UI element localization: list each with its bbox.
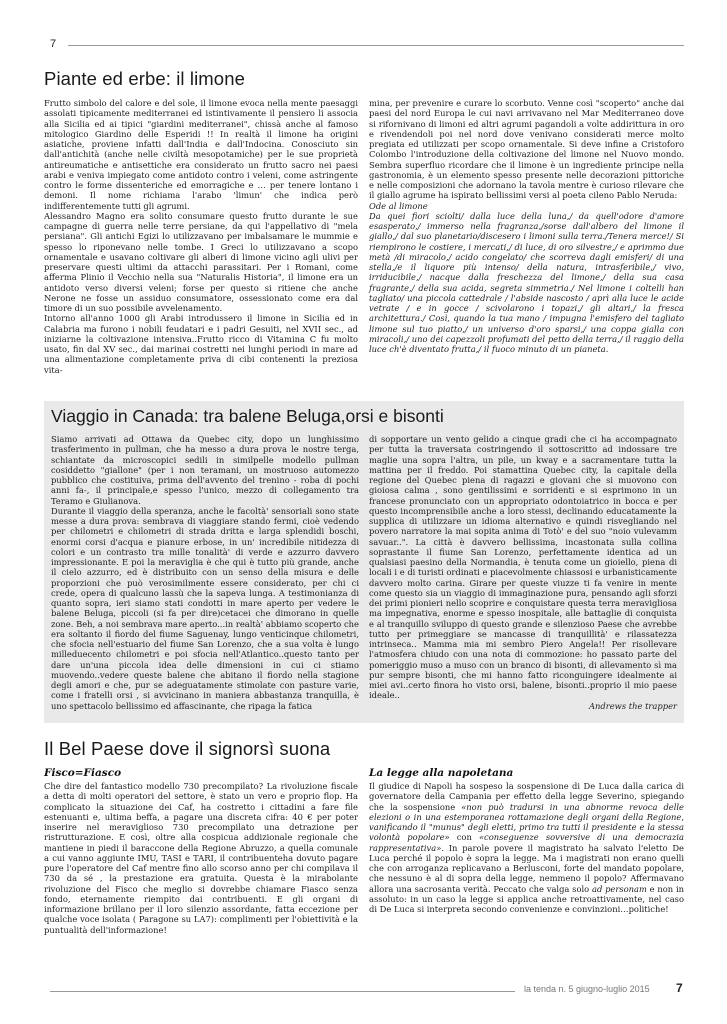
- canada-title: Viaggio in Canada: tra balene Beluga,orsi e bisonti: [51, 406, 444, 426]
- limone-paragraph: Intorno all'anno 1000 gli Arabi introdussero il limone in Sicilia ed in Calabria ma furono i nobili feudatari e i padri Gesuiti, nel XVII sec., ad iniziarne la coltivazione intensiva..Frutto ricco di Vitamina C fu molto usato, fin dal XV sec., dai marinai costretti nei lunghi periodi in mare ad una alimentazione completamente priva di cibi contenenti la preziosa vita-: [44, 313, 358, 375]
- napoli-column: [369, 781, 684, 914]
- bottom-page-number: 7: [676, 981, 683, 995]
- fisco-paragraph: Che dire del fantastico modello 730 precompilato? La rivoluzione fiscale a detta di molti operatori del settore, è stato un vero e proprio flop. Ha complicato la situazione dei Caf, ha costretto i cittadini a fare file estenuanti e, ultima beffa, a pagare una discreta cifra: 40 € per poter inserire nel meraviglioso 730 precompilato una detrazione per ristrutturazione. E così, oltre alla cospicua addizionale regionale che mantiene in piedi il baraccone della Regione Abruzzo, a quella comunale a cui vanno aggiunte IMU, TASI e TARI, il contribuenteha dovuto pagare pure l'operatore del Caf mentre fino allo scorso anno per chi compilava il 730 da sé , la prestazione era gratuita. Questa è la mirabolante rivoluzione del Fisco che meglio si dovrebbe chiamare Fiasco senza fondo, eternamente riempito dai contribuenti. E gli organi di informazione brillano per il loro silenzio assordante, fatta eccezione per qualche voce isolata ( Paragone su LA7): complimenti per l'obiettività e la puntualità dell'informazione!: [44, 781, 358, 935]
- napoli-quote: «non può tradursi in una abnorme revoca delle elezioni o in una estemporanea rottamazione degli organi della Regione, vanificando il "munus" degli eletti, primo tra tutti il presidente e la stessa volontà popolare»: [369, 801, 684, 843]
- limone-left-column: [44, 98, 358, 375]
- canada-paragraph: di sopportare un vento gelido a cinque gradi che ci ha accompagnato per tutta la traversata costringendo il sottoscritto ad indossare tre maglie una sopra l'altra, un pile, un kway e a sacramentare tutta la mattina per il freddo. Poi stamattina Quebec city, la capitale della regione del Quebec piena di ragazzi e giovani che si muovono con gioiosa calma , sono gentilissimi e sorridenti e si esprimono in un francese pronunciato con un appropriato odontoiatrico in bocca e per questo incomprensibile anche a loro stessi, declinando educatamente la supplica di utilizzare un idioma alternativo e quindi risvegliando nel povero narratore la mai sopita anima di Totò' e del suo "noio vulevamm savuar..". La città è davvero bellissima, incastonata sulla collina soprastante il fiume San Lorenzo, perfettamente identica ad un qualsiasi paesino della Normandia, è tenuta come un gioiello, piena di locali i e di turisti ordinati e piacevolmente chiassosi e urbanisticamente davvero molto carina. Girare per queste viuzze ti fa venire in mente come questo sia un viaggio di immaginazione pura, pensando agli sforzi dei primi pionieri nello scoprire e conquistare questa terra meravigliosa ma impegnativa, enorme e spesso inospitale, alle battaglie di conquista e al tranquillo sviluppo di questo grande e silenzioso Paese che avrebbe tutto per primeggiare se mancasse di tranquillità' e rilassatezza intrinseca.. Mamma mia mi sembro Piero Angela!! Per risollevare l'atmosfera chiudo con una nota di commozione: ho passato parte del pomeriggio muso a muso con un branco di bisonti, di allevamento sì ma pur sempre bisonti, che mi hanno fatto riconguingere idealmente ai miei avi..certo finora ho visto orsi, balene, bisonti..proprio il mio paese ideale..: [369, 434, 677, 701]
- top-page-number: 7: [50, 38, 57, 50]
- limone-paragraph: mina, per prevenire e curare lo scorbuto. Venne così "scoperto" anche dai paesi del nord Europa le cui navi arrivavano nel Mar Mediterraneo dove si rifornivano di limoni ed altri agrumi pagandoli a volte addirittura in oro e rivendendoli poi nel nord dove venivano considerati merce molto pregiata ed utilizzati per scopo ornamentale. Si deve infine a Cristoforo Colombo l'introduzione della coltivazione del limone nel Nuovo mondo. Sembra superfluo ricordare che il limone è un ingrediente principe nella gastronomia, è un elemento spesso presente nelle decorazioni pittoriche e nelle composizioni che adornano la tavola mentre è curioso rilevare che il giallo agrume ha ispirato bellissimi versi al poeta cileno Pablo Neruda:: [369, 98, 684, 201]
- poem-title: Ode al limone: [369, 200, 428, 211]
- poem-text: Da quei fiori sciolti/ dalla luce della luna,/ da quell'odore d'amore esasperato,/ immerso nella fragranza,/sorse dall'albero del limone il giallo,/ dal suo planetario/discesero i limoni sulla terra./Tenera merce!/ Si riempirono le costiere, i mercati,/ di luce, di oro silvestre,/ e aprimmo due metà /di miracolo,/ acido congelato/ che scorreva dagli emisferi/ di una stella,/e il liquore più intenso/ della natura, intrasferibile,/ vivo, irriducibile,/ nacque dalla freschezza del limone,/ della sua casa fragrante,/ della sua acida, segreta simmetria./ Nel limone i coltelli han tagliato/ una piccola cattedrale / l'abside nascosto / aprì alla luce le acide vetrate / e in gocce / scivolarono i topazi,/ gli altari,/ la fresca architettura./ Così, quando la tua mano / impugna l'emisfero del tagliato limone sul tuo piatto,/ un universo d'oro sparsi,/ una coppa gialla con miracoli,/ uno dei capezzoli profumati del petto della terra,/ il raggio della luce ch'è diventato frutta,/ il fuoco minuto di un pianeta.: [369, 210, 684, 354]
- canada-paragraph: Durante il viaggio della speranza, anche le facoltà' sensoriali sono state messe a dura prova: sembrava di viaggiare stando fermi, cioè vedendo per chilometri e chilometri di strada dritta e larga splendidi boschi, enormi corsi d'acqua e pianure erbose, in un' incredibile nitidezza di colori e un contrasto tra mille tonalità' di verde e azzurro davvero impressionante. E poi la meraviglia è che qui è tutto più grande, anche il cielo azzurro, ed è distribuito con un senso della misura e delle proporzioni che può verosimilmente essere considerato, per chi ci crede, opera di qualcuno lassù che la sapeva lunga. A testimonianza di quanto sopra, ieri siamo stati condotti in mare aperto per vedere le balene Beluga, piccoli (si fa per dire)cetacei che dimorano in quelle zone. Beh, a noi sembrava mare aperto...in realtà' abbiamo scoperto che era soltanto il fiordo del fiume Saguenay, lungo venticinque chilometri, che sfocia nell'estuario del fiume San Lorenzo, che a sua volta è lungo milleduecento chilometri e poi sfocia nell'Atlantico..questo tanto per dare un'una piccola idea delle dimensioni in cui ci stiamo muovendo..vedere queste balene che abitano il fiordo nella stagione degli amori e che, pur se adeguatamente stimolate con pasture varie, come i fratelli orsi , si avvicinano in maniera abbastanza tranquilla, è uno spettacolo bellissimo ed affascinante, che ripaga la fatica: [51, 505, 359, 711]
- napoli-text: Il giudice di Napoli ha sospeso la sospensione di De Luca dalla carica di governatore della Campania per effetto della legge Severino, spiegando che la sospensione: [369, 781, 684, 812]
- limone-title: Piante ed erbe: il limone: [44, 68, 245, 89]
- limone-paragraph: Alessandro Magno era solito consumare questo frutto durante le sue campagne di guerra nelle terre persiane, da qui l'appellativo di "mela persiana". Gli antichi Egizi lo utilizzavano per imbalsamare le mummie e spesso lo riponevano nelle tombe. I Greci lo utilizzavano a scopo ornamentale e usavano coltivare gli alberi di limone vicino agli ulivi per preservare questi ultimi da attacchi parassitari. Per i Romani, come afferma Plinio il Vecchio nella sua "Naturalis Historia", il limone era un antidoto verso diversi veleni; forse per questo si ritiene che anche Nerone ne fosse un assiduo consumatore, ossessionato come era dal timore di un suo possibile avvelenamento.: [44, 210, 358, 313]
- napoli-text: e non in assoluto: in un caso la legge si applica anche retroattivamente, nel caso di De Luca si interpreta secondo convenienze e convinzioni…politiche!: [369, 883, 684, 914]
- limone-right-column: [369, 98, 684, 354]
- canada-paragraph: Siamo arrivati ad Ottawa da Quebec city, dopo un lunghissimo trasferimento in pullman, che ha messo a dura prova le nostre terga, schiantate da microscopici sedili in similpelle modello pullman cosiddetto "giallone" (per i non teramani, un mostruoso automezzo pubblico che costituiva, prima dell'avvento del trenino - roba di pochi anni fa-, il principale,e spesso l'unico, mezzo di collegamento tra Teramo e Giulianova.: [51, 434, 359, 506]
- fisco-column: [44, 781, 358, 935]
- bottom-rule: [50, 991, 515, 992]
- canada-signature: Andrews the trapper: [589, 700, 677, 711]
- footer-issue: la tenda n. 5 giugno-luglio 2015: [524, 984, 650, 994]
- limone-paragraph: Frutto simbolo del calore e del sole, il limone evoca nella mente paesaggi assolati tipicamente mediterranei ed istintivamente il pensiero li associa alla Sicilia ed ai tipici "giardini mediterranei", chissà anche al famoso mitologico Giardino delle Esperidi !! In realtà il limone ha origini asiatiche, proviene infatti dall'India e dall'Indocina. Conosciuto sin dall'antichità (anche nelle civiltà mesopotamiche) per le sue proprietà antireumatiche e antisettiche era considerato un frutto sacro nei paesi arabi e veniva impiegato come antidoto contro i veleni, come astringente contro le forme dissenteriche ed emorragiche e … per tenere lontano i demoni. Il nome richiama l'arabo 'limun' che indica però indifferentemente tutti gli agrumi.: [44, 98, 358, 211]
- napoli-quote: ad personam: [591, 883, 647, 894]
- fisco-subtitle: Fisco=Fiasco: [44, 767, 122, 779]
- belpaese-title: Il Bel Paese dove il signorsì suona: [44, 738, 331, 759]
- napoli-quote: «conseguenze sovversive di una democrazia rappresentativa»: [369, 832, 685, 853]
- napoli-subtitle: La legge alla napoletana: [369, 767, 514, 779]
- top-rule: [68, 45, 684, 46]
- napoli-text: con: [449, 832, 479, 843]
- napoli-text: . In parole povere il magistrato ha salvato l'eletto De Luca perché il popolo è sopra la legge. Ma i magistrati non erano quelli che con arroganza replicavano a Berlusconi, forte del mandato popolare, che nessuno è al di sopra della legge, nemmeno il popolo? Affermavano allora una sacrosanta verità. Peccato che valga solo: [369, 842, 684, 894]
- napoli-paragraph: [369, 781, 684, 914]
- canada-right-column: [369, 434, 677, 711]
- canada-left-column: [51, 434, 359, 711]
